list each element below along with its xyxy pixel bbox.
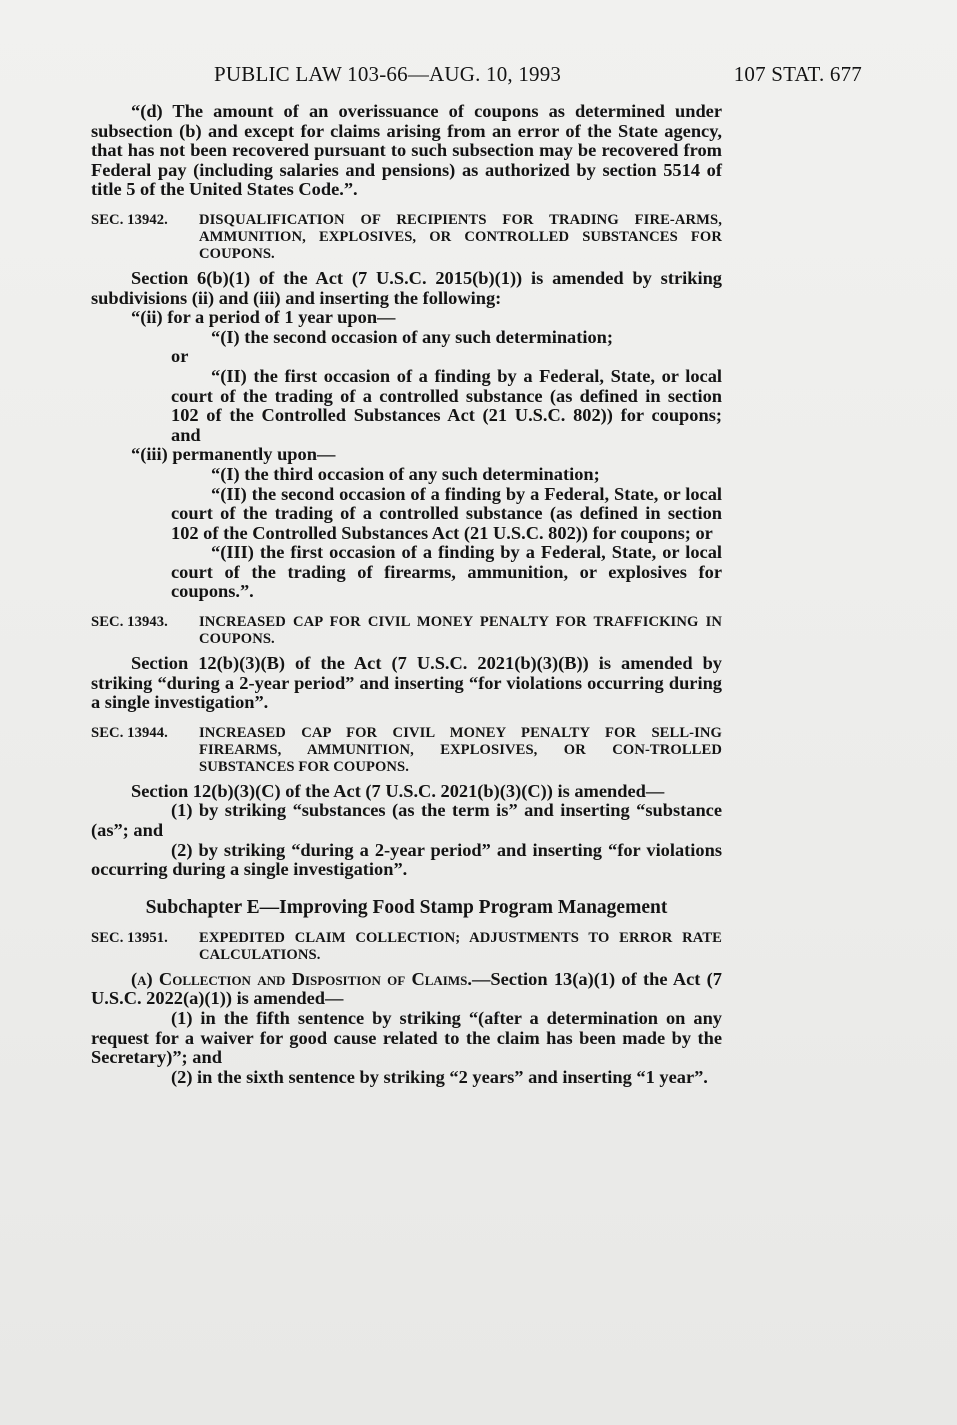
- section-title: INCREASED CAP FOR CIVIL MONEY PENALTY FOR TRAFFICKING IN COUPONS.: [199, 614, 722, 648]
- section-13942-intro: Section 6(b)(1) of the Act (7 U.S.C. 2015(b)(1)) is amended by striking subdivisions (ii) and (iii) and inserting the following:: [91, 267, 722, 308]
- section-13951-item-2: (2) in the sixth sentence by striking “2 years” and inserting “1 year”.: [171, 1066, 708, 1087]
- clause-ii: “(ii) for a period of 1 year upon—: [131, 307, 396, 328]
- header-stat-page: 107 STAT. 677: [733, 62, 862, 86]
- section-title: DISQUALIFICATION OF RECIPIENTS FOR TRADING FIRE-ARMS, AMMUNITION, EXPLOSIVES, OR CONTROLLED SUBSTANCES FOR COUPONS.: [199, 211, 722, 262]
- section-number: SEC. 13944.: [91, 724, 168, 741]
- clause-iii-III: “(III) the first occasion of a finding by a Federal, State, or local court of the trading of firearms, ammunition, or explosives for coupons.”.: [171, 542, 722, 602]
- subchapter-heading: Subchapter E—Improving Food Stamp Program Management: [145, 896, 668, 918]
- section-number: SEC. 13942.: [91, 211, 168, 228]
- section-number: SEC. 13943.: [91, 614, 168, 631]
- section-title: INCREASED CAP FOR CIVIL MONEY PENALTY FOR SELL-ING FIREARMS, AMMUNITION, EXPLOSIVES, OR CON-TROLLED SUBSTANCES FOR COUPONS.: [199, 724, 722, 775]
- clause-iii-I: “(I) the third occasion of any such determination;: [211, 463, 600, 484]
- section-heading-13943: [91, 614, 722, 648]
- section-title: EXPEDITED CLAIM COLLECTION; ADJUSTMENTS TO ERROR RATE CALCULATIONS.: [199, 929, 722, 963]
- subsection-text: —Section 13(a)(1) of the Act (7 U.S.C. 2022(a)(1)) is amended—: [91, 968, 722, 1009]
- section-heading-13951: [91, 930, 722, 964]
- section-13944-item-2: (2) by striking “during a 2-year period” and inserting “for violations occurring during a single investigation”.: [91, 839, 722, 880]
- section-number: SEC. 13951.: [91, 929, 168, 946]
- clause-ii-or: or: [171, 346, 189, 367]
- section-13944-item-1: (1) by striking “substances (as the term is” and inserting “substance (as”; and: [91, 800, 722, 841]
- section-13944-intro: Section 12(b)(3)(C) of the Act (7 U.S.C. 2021(b)(3)(C)) is amended—: [131, 780, 665, 801]
- clause-iii-II: “(II) the second occasion of a finding by a Federal, State, or local court of the trading of a controlled substance (as defined in section 102 of the Controlled Substances Act (21 U.S.C. 802)) for coupons; or: [171, 483, 722, 543]
- section-heading-13942: [91, 212, 722, 263]
- subsection-heading: (a) Collection and Disposition of Claims.: [131, 968, 472, 989]
- clause-ii-I: “(I) the second occasion of any such determination;: [211, 326, 614, 347]
- section-13943-text: Section 12(b)(3)(B) of the Act (7 U.S.C. 2021(b)(3)(B)) is amended by striking “during a 2-year period” and inserting “for violations occurring during a single investigation”.: [91, 653, 722, 713]
- header-citation: PUBLIC LAW 103-66—AUG. 10, 1993: [214, 62, 562, 86]
- clause-ii-II: “(II) the first occasion of a finding by a Federal, State, or local court of the trading of a controlled substance (as defined in section 102 of the Controlled Substances Act (21 U.S.C. 802)) for coupons; and: [171, 365, 722, 445]
- clause-iii: “(iii) permanently upon—: [131, 444, 336, 465]
- section-13951-subsection-a: [91, 970, 722, 1009]
- section-heading-13944: [91, 725, 722, 776]
- paragraph-d: “(d) The amount of an overissuance of coupons as determined under subsection (b) and except for claims arising from an error of the State agency, that has not been recovered pursuant to such subsection may be recovered from Federal pay (including salaries and pensions) as authorized by section 5514 of title 5 of the United States Code.”.: [91, 101, 722, 200]
- page-header: [214, 62, 862, 87]
- document-body: [91, 102, 722, 1087]
- section-13951-item-1: (1) in the fifth sentence by striking “(after a determination on any request for a waiver for good cause related to the claim has been made by the Secretary)”; and: [91, 1008, 722, 1068]
